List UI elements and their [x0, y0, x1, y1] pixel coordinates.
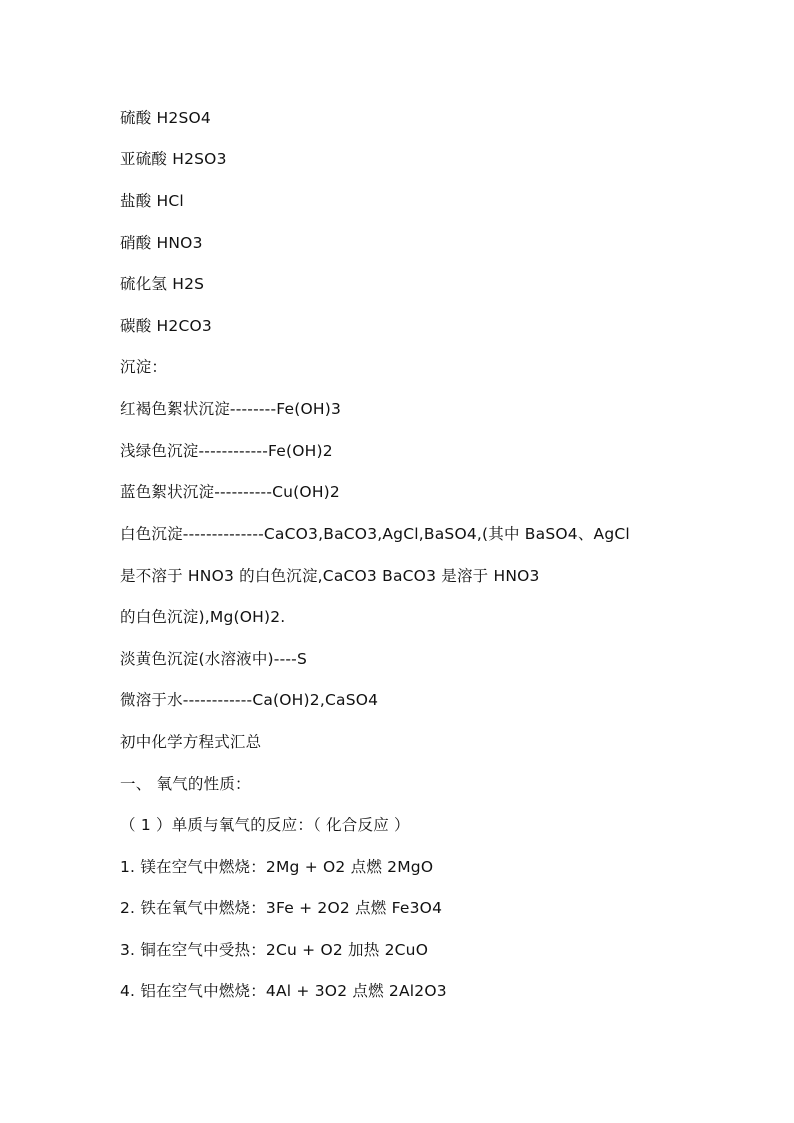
text-line-hydrogen-sulfide: 硫化氢 H2S	[120, 275, 205, 293]
text-line-nitric-acid: 硝酸 HNO3	[120, 234, 203, 252]
section-heading-precipitates: 沉淀：	[120, 358, 168, 376]
text-line-white-precipitate-cont-1: 是不溶于 HNO3 的白色沉淀,CaCO3 BaCO3 是溶于 HNO3	[120, 567, 540, 585]
equation-line-3: 3. 铜在空气中受热：2Cu + O2 加热 2CuO	[120, 941, 429, 959]
text-line-hydrochloric-acid: 盐酸 HCl	[120, 192, 184, 210]
section-heading-equations-summary: 初中化学方程式汇总	[120, 733, 262, 751]
text-line-carbonic-acid: 碳酸 H2CO3	[120, 317, 212, 335]
text-line-pale-yellow-precipitate: 淡黄色沉淀(水溶液中)----S	[120, 650, 308, 668]
subsection-heading-element-oxygen-reactions: （ 1 ）单质与氧气的反应：（ 化合反应 ）	[120, 816, 410, 834]
text-line-sulfurous-acid: 亚硫酸 H2SO3	[120, 150, 227, 168]
text-line-white-precipitate-cont-2: 的白色沉淀),Mg(OH)2.	[120, 608, 286, 626]
section-heading-oxygen-properties: 一、 氧气的性质：	[120, 775, 251, 793]
text-line-slightly-soluble: 微溶于水------------Ca(OH)2,CaSO4	[120, 691, 379, 709]
equation-line-1: 1. 镁在空气中燃烧：2Mg + O2 点燃 2MgO	[120, 858, 434, 876]
text-line-light-green-precipitate: 浅绿色沉淀------------Fe(OH)2	[120, 442, 333, 460]
equation-line-4: 4. 铝在空气中燃烧：4Al + 3O2 点燃 2Al2O3	[120, 982, 447, 1000]
equation-line-2: 2. 铁在氧气中燃烧：3Fe + 2O2 点燃 Fe3O4	[120, 899, 443, 917]
text-line-sulfuric-acid: 硫酸 H2SO4	[120, 109, 211, 127]
text-line-blue-precipitate: 蓝色絮状沉淀----------Cu(OH)2	[120, 483, 340, 501]
text-line-white-precipitate: 白色沉淀--------------CaCO3,BaCO3,AgCl,BaSO4,(其中 BaSO4、AgCl	[120, 525, 630, 543]
text-line-red-brown-precipitate: 红褐色絮状沉淀--------Fe(OH)3	[120, 400, 342, 418]
